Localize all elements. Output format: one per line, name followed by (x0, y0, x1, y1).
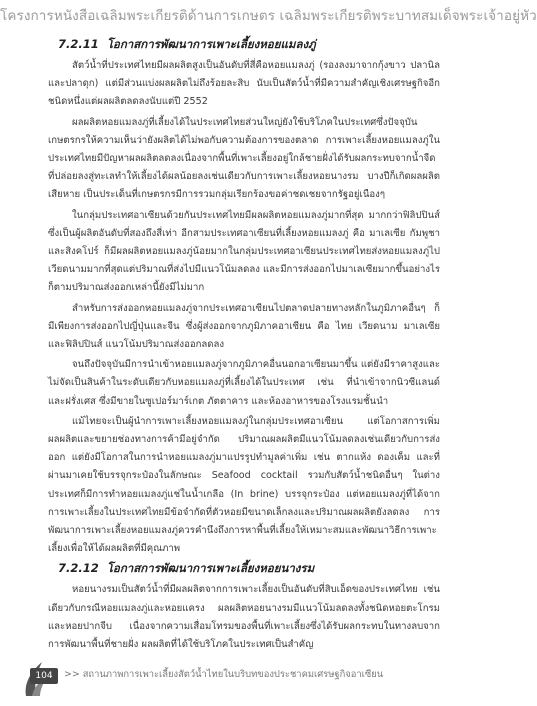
section-heading-7-2-11 (58, 36, 440, 54)
page-content (48, 36, 440, 656)
section-number: 7.2.11 (58, 37, 99, 51)
section-title: โอกาสการพัฒนาการเพาะเลี้ยงหอยแมลงภู่ (106, 37, 316, 51)
page-number: 104 (30, 668, 58, 684)
running-header: โครงการหนังสือเฉลิมพระเกียรติด้านการเกษตร เฉลิมพระเกียรติพระบาทสมเด็จพระเจ้าอยู่หัว (0, 8, 537, 24)
section-heading-7-2-12 (58, 560, 440, 578)
paragraph: ผลผลิตหอยแมลงภู่ที่เลี้ยงได้ในประเทศไทยส่วนใหญ่ยังใช้บริโภคในประเทศซึ่งปัจจุบันเกษตรกรให้ความเห็นว่ายังผลิตได้ไม่พอกับความต้องการของตลาด การเพาะเลี้ยงหอยแมลงภู่ในประเทศไทยมีปัญหาผลผลิตลดลงเนื่องจากพื้นที่เพาะเลี้ยงอยู่ใกล้ชายฝั่งได้รับผลกระทบจากน้ำจืดที่ปล่อยลงสู่ทะเลทำให้เลี้ยงได้ผลน้อยลงเช่นเดียวกับการเพาะเลี้ยงหอยนางรม บางปีก็เกิดผลผลิตเสียหาย เป็นประเด็นที่เกษตรกรมีการรวมกลุ่มเรียกร้องขอค่าชดเชยจากรัฐอยู่เนืองๆ (48, 116, 440, 201)
section-title: โอกาสการพัฒนาการเพาะเลี้ยงหอยนางรม (106, 561, 315, 576)
paragraph: สัตว์น้ำที่ประเทศไทยมีผลผลิตสูงเป็นอันดับที่สี่คือหอยแมลงภู่ (รองลงมาจากกุ้งขาว ปลานิลและปลาดุก) แต่มีส่วนแบ่งผลผลิตไม่ถึงร้อยละสิบ นับเป็นสัตว์น้ำที่มีความสำคัญเชิงเศรษฐกิจอีกชนิดหนึ่งแต่ผลผลิตลดลงนับแต่ปี 2552 (48, 60, 440, 108)
paragraph: ในกลุ่มประเทศอาเซียนด้วยกันประเทศไทยมีผลผลิตหอยแมลงภู่มากที่สุด มากกว่าฟิลิปปินส์ซึ่งเป็นผู้ผลิตอันดับที่สองถึงสี่เท่า อีกสามประเทศอาเซียนที่เลี้ยงหอยแมลงภู่ คือ มาเลเซีย กัมพูชา และสิงคโปร์ ก็มีผลผลิตหอยแมลงภู่น้อยมากในกลุ่มประเทศอาเซียนประเทศไทยส่งหอยแมลงภู่ไปเวียดนามมากที่สุดแต่ปริมาณที่ส่งไปมีแนวโน้มลดลง และมีการส่งออกไปมาเลเซียมากขึ้นอย่างไรก็ตามปริมาณส่งออกเหล่านี้ยังมีไม่มาก (48, 209, 440, 294)
paragraph: หอยนางรมเป็นสัตว์น้ำที่มีผลผลิตจากการเพาะเลี้ยงเป็นอันดับที่สิบเอ็ดของประเทศไทย เช่นเดียวกับกรณีหอยแมลงภู่และหอยแครง ผลผลิตหอยนางรมมีแนวโน้มลดลงทั้งชนิดหอยตะโกรมและหอยปากจีบ เนื่องจากความเสื่อมโทรมของพื้นที่เพาะเลี้ยงซึ่งได้รับผลกระทบในทางลบจากการพัฒนาพื้นที่ชายฝั่ง ผลผลิตที่ได้ใช้บริโภคในประเทศเป็นสำคัญ (48, 584, 440, 651)
paragraph: แม้ไทยจะเป็นผู้นำการเพาะเลี้ยงหอยแมลงภู่ในกลุ่มประเทศอาเซียน แต่โอกาสการเพิ่มผลผลิตและขยายช่องทางการค้ามีอยู่จำกัด ปริมาณผลผลิตมีแนวโน้มลดลงเช่นเดียวกับการส่งออก แต่ยังมีโอกาสในการนำหอยแมลงภู่มาแปรรูปทำมูลค่าเพิ่ม เช่น ตากแห้ง ดองเค็ม และที่ผ่านมาเคยใช้บรรจุกระป๋องในลักษณะ Seafood cocktail รวมกับสัตว์น้ำชนิดอื่นๆ ในต่างประเทศก็มีการทำหอยแมลงภู่แช่ในน้ำเกลือ (In brine) บรรจุกระป๋อง แต่หอยแมลงภู่ที่ได้จากการเพาะเลี้ยงในประเทศไทยมีข้อจำกัดที่ตัวหอยมีขนาดเล็กลงและปริมาณผลผลิตยังลดลง การพัฒนาการเพาะเลี้ยงหอยแมลงภู่ควรคำนึงถึงการหาพื้นที่เลี้ยงให้เหมาะสมและพัฒนาวิธีการเพาะเลี้ยงเพื่อให้ได้ผลผลิตที่มีคุณภาพ (48, 415, 440, 555)
paragraph: สำหรับการส่งออกหอยแมลงภู่จากประเทศอาเซียนไปตลาดปลายทางหลักในภูมิภาคอื่นๆ ก็มีเพียงการส่งออกไปญี่ปุ่นและจีน ซึ่งผู้ส่งออกจากภูมิภาคอาเซียน คือ ไทย เวียดนาม มาเลเซีย และฟิลิปปินส์ แนวโน้มปริมาณส่งออกลดลง (48, 302, 440, 351)
paragraph: จนถึงปัจจุบันมีการนำเข้าหอยแมลงภู่จากภูมิภาคอื่นนอกอาเซียนมาขึ้น แต่ยังมีราคาสูงและไม่จัดเป็นสินค้าในระดับเดียวกับหอยแมลงภู่ที่เลี้ยงได้ในประเทศ เช่น ที่นำเข้าจากนิวซีแลนด์ และฝรั่งเศส ซึ่งมีขายในซูเปอร์มาร์เกต ภัตตาคาร และห้องอาหารของโรงแรมชั้นนำ (48, 359, 440, 407)
footer-title: >> สถานภาพการเพาะเลี้ยงสัตว์น้ำไทยในบริบทของประชาคมเศรษฐกิจอาเซียน (64, 669, 384, 680)
section-number: 7.2.12 (58, 561, 99, 576)
page-footer (22, 650, 462, 698)
